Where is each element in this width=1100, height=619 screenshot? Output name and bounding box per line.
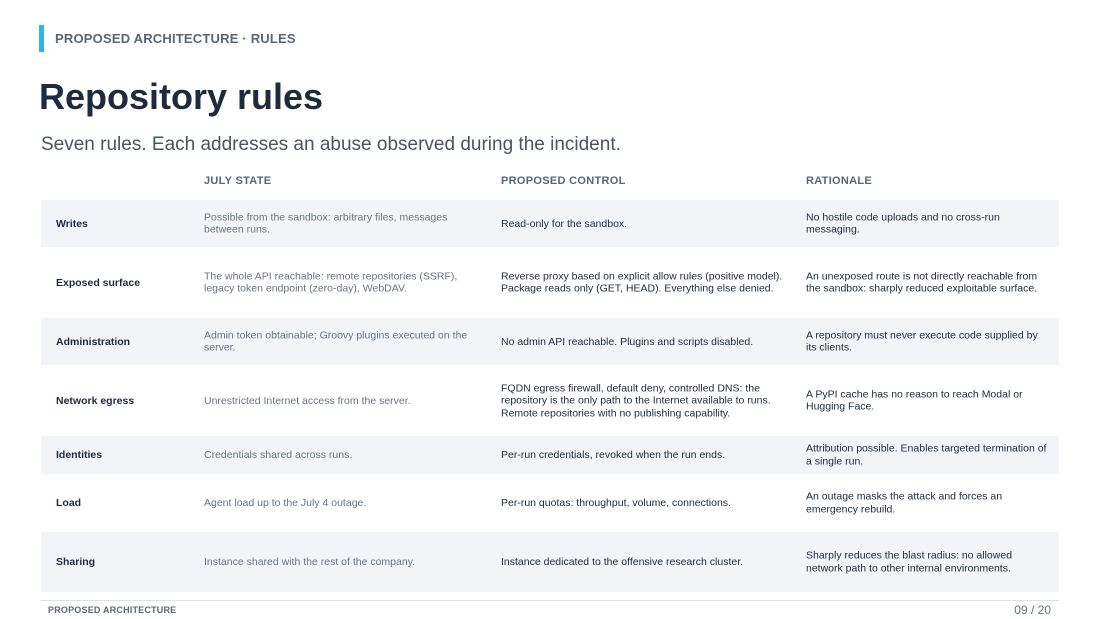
table-row [41,532,1059,592]
page-title: Repository rules [39,76,324,117]
july-state-cell: Admin token obtainable; Groovy plugins executed on the server. [204,329,468,354]
table-row [41,474,1059,532]
july-state-cell: Unrestricted Internet access from the server. [204,394,411,407]
proposed-control-cell: Per-run credentials, revoked when the run ends. [501,448,726,461]
rule-name: Administration [56,335,131,348]
table-row [41,365,1059,436]
proposed-control-cell: Instance dedicated to the offensive research cluster. [501,555,744,568]
section-label: PROPOSED ARCHITECTURE · RULES [55,31,296,46]
table-row [41,247,1059,318]
accent-bar [39,25,44,52]
page-subtitle: Seven rules. Each addresses an abuse observed during the incident. [41,134,621,155]
proposed-control-cell: FQDN egress firewall, default deny, controlled DNS: the repository is the only path to the Internet available to runs. Remote repositories with no publishing capability. [501,381,771,419]
rule-name: Exposed surface [56,276,141,289]
proposed-control-cell: Read-only for the sandbox. [501,217,628,230]
rationale-cell: A PyPI cache has no reason to reach Modal or Hugging Face. [806,388,1023,413]
july-state-cell: Possible from the sandbox: arbitrary files, messages between runs. [204,211,448,236]
section-header [39,25,296,52]
column-header-july-state: JULY STATE [204,175,272,187]
rationale-cell: An outage masks the attack and forces an emergency rebuild. [806,490,1003,515]
table-row [41,318,1059,365]
proposed-control-cell: Reverse proxy based on explicit allow rules (positive model). Package reads only (GET, HEAD). Everything else denied. [501,270,783,295]
rule-name: Network egress [56,394,135,407]
proposed-control-cell: Per-run quotas: throughput, volume, connections. [501,496,731,509]
rule-name: Identities [56,448,103,461]
page-number: 09 / 20 [1014,603,1051,617]
table-row [41,436,1059,474]
rule-name: Writes [56,217,88,230]
rationale-cell: Sharply reduces the blast radius: no allowed network path to other internal environments. [806,549,1013,574]
footer-label: PROPOSED ARCHITECTURE [48,605,177,615]
july-state-cell: Credentials shared across runs. [204,448,353,461]
july-state-cell: The whole API reachable: remote repositories (SSRF), legacy token endpoint (zero-day), WebDAV. [204,270,458,295]
column-header-proposed-control: PROPOSED CONTROL [501,175,626,187]
july-state-cell: Instance shared with the rest of the company. [204,555,416,568]
rationale-cell: No hostile code uploads and no cross-run messaging. [806,211,1000,236]
table-header [41,175,1059,191]
rationale-cell: An unexposed route is not directly reachable from the sandbox: sharply reduced exploitable surface. [806,270,1038,295]
rationale-cell: A repository must never execute code supplied by its clients. [806,329,1038,354]
rationale-cell: Attribution possible. Enables targeted termination of a single run. [806,442,1047,467]
july-state-cell: Agent load up to the July 4 outage. [204,496,367,509]
column-header-rationale: RATIONALE [806,175,873,187]
rule-name: Load [56,496,82,509]
proposed-control-cell: No admin API reachable. Plugins and scripts disabled. [501,335,754,348]
footer-divider [41,600,1059,601]
rule-name: Sharing [56,555,96,568]
rules-table [41,200,1059,592]
table-row [41,200,1059,247]
